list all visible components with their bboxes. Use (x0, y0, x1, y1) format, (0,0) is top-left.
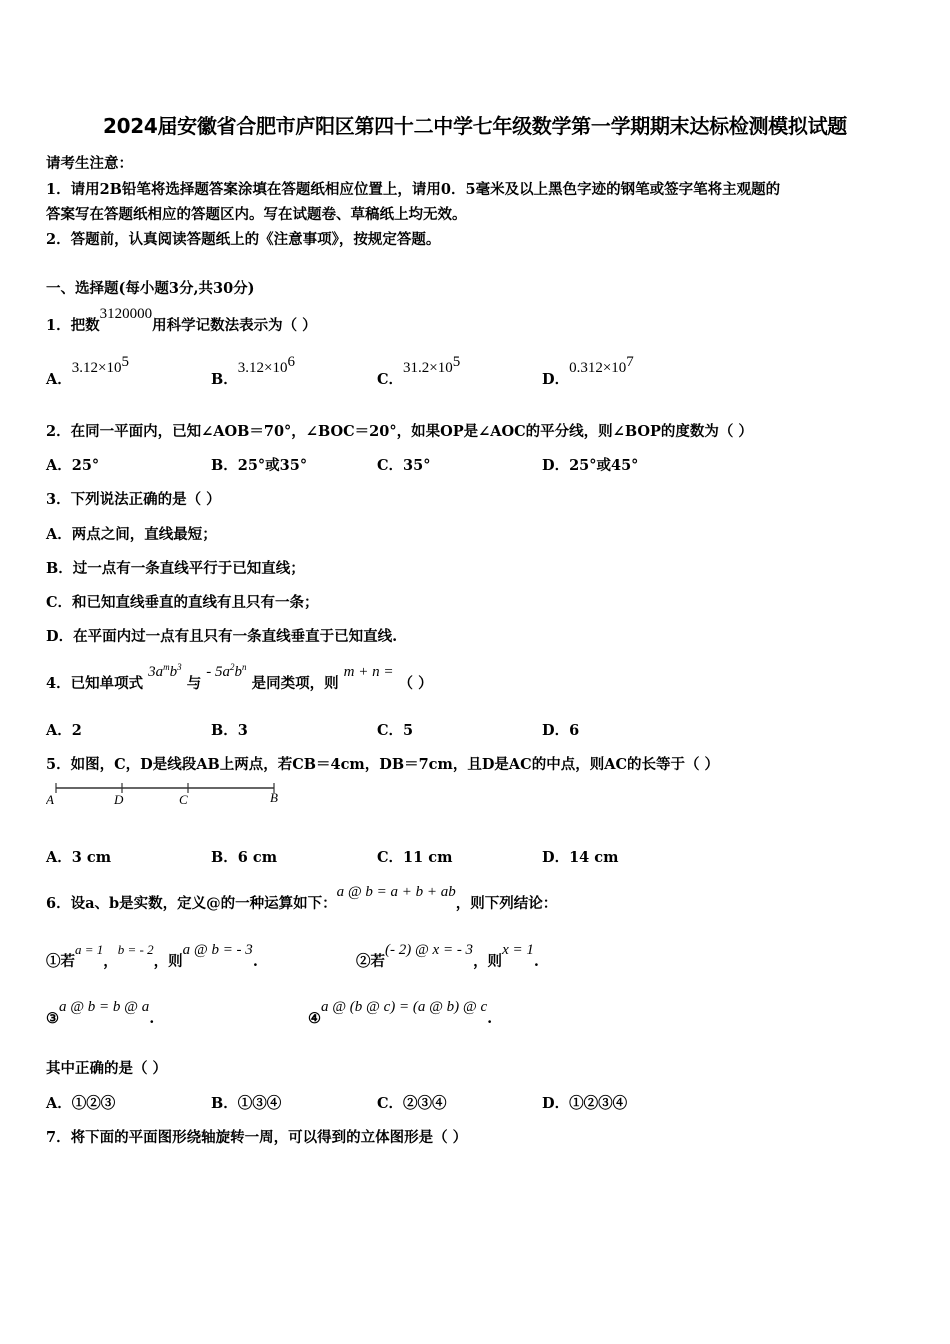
q6-option-d[interactable]: D．①②③④ (542, 1095, 628, 1112)
q4-mid: 与 (186, 675, 202, 692)
q6-statement-3: ③a @ b = b @ a. (46, 999, 155, 1027)
option-exponent: 7 (626, 354, 634, 370)
question-3: 3．下列说法正确的是（ ） (46, 491, 221, 508)
question-1 (46, 306, 317, 335)
option-label: B． (211, 370, 238, 388)
q2-option-a[interactable]: A．25° (46, 457, 100, 474)
term-2-coef: - 5a (206, 664, 231, 680)
term-1-exp-b: 3 (177, 662, 182, 672)
point-a-label: A (46, 792, 54, 807)
statement-expr: a @ (b @ c) = (a @ b) @ c (321, 999, 488, 1015)
option-exponent: 5 (121, 354, 129, 370)
page-title: 2024届安徽省合肥市庐阳区第四十二中学七年级数学第一学期期末达标检测模拟试题 (103, 114, 847, 138)
term-2-exp-a: 2 (230, 662, 235, 672)
q4-suffix: （ ） (398, 675, 433, 692)
option-label: C． (377, 370, 404, 388)
q6-statement-4: ④a @ (b @ c) = (a @ b) @ c. (308, 999, 493, 1027)
question-2: 2．在同一平面内，已知∠AOB＝70°，∠BOC＝20°，如果OP是∠AOC的平分线，则∠BOP的度数为（ ） (46, 423, 753, 440)
statement-cond-b: b = - 2 (117, 942, 154, 957)
term-2-b: b (234, 664, 243, 680)
q5-option-c[interactable]: C．11 cm (377, 849, 453, 866)
q2-option-d[interactable]: D．25°或45° (542, 457, 639, 474)
q6-statement-2: ②若(- 2) @ x = - 3，则x = 1. (356, 942, 539, 970)
term-1-exp-a: m (163, 662, 170, 672)
statement-result: x = 1 (502, 942, 534, 958)
q6-definition: a @ b = a + b + ab (336, 884, 456, 900)
q5-option-d[interactable]: D．14 cm (542, 849, 619, 866)
statement-prefix: ③ (46, 1010, 59, 1027)
notice-heading: 请考生注意： (46, 155, 133, 172)
q1-suffix: 用科学记数法表示为（ ） (152, 317, 317, 334)
statement-then: ，则 (153, 953, 183, 970)
q1-option-d[interactable] (542, 354, 634, 389)
statement-prefix: ④ (308, 1010, 321, 1027)
q1-option-b[interactable] (211, 354, 295, 389)
q6-which: 其中正确的是（ ） (46, 1060, 168, 1077)
question-7: 7．将下面的平面图形绕轴旋转一周，可以得到的立体图形是（ ） (46, 1129, 468, 1146)
statement-cond-a: a = 1 (75, 942, 104, 957)
point-b-label: B (270, 790, 278, 805)
option-value: 0.312×10 (569, 359, 627, 376)
q6-statement-1: ①若a = 1，b = - 2，则a @ b = - 3. (46, 942, 258, 970)
q4-option-b[interactable]: B．3 (211, 722, 248, 739)
term-1-b: b (169, 664, 178, 680)
statement-expr: a @ b = b @ a (59, 999, 150, 1015)
q3-option-b[interactable]: B．过一点有一条直线平行于已知直线； (46, 560, 305, 577)
term-2-exp-b: n (242, 662, 247, 672)
q4-expression: m + n = (343, 664, 394, 680)
question-4 (46, 662, 433, 693)
option-value: 3.12×10 (237, 359, 288, 376)
statement-prefix: ①若 (46, 953, 75, 970)
q1-option-a[interactable] (46, 354, 129, 389)
q4-option-c[interactable]: C．5 (377, 722, 414, 739)
section-heading: 一、选择题(每小题3分,共30分) (46, 280, 255, 297)
q6-suffix: ，则下列结论： (455, 895, 558, 912)
q5-option-a[interactable]: A．3 cm (46, 849, 112, 866)
q1-number: 3120000 (99, 306, 153, 322)
statement-result: a @ b = - 3 (182, 942, 253, 958)
question-5: 5．如图，C，D是线段AB上两点，若CB＝4cm，DB＝7cm，且D是AC的中点，则AC的长等于（ ） (46, 756, 720, 773)
notice-line-2: 答案写在答题纸相应的答题区内。写在试题卷、草稿纸上均无效。 (46, 206, 467, 223)
q6-option-c[interactable]: C．②③④ (377, 1095, 447, 1112)
q6-option-a[interactable]: A．①②③ (46, 1095, 116, 1112)
term-1-coef: 3a (148, 664, 164, 680)
line-segment-figure (46, 780, 286, 810)
q4-term-1 (148, 664, 182, 680)
point-d-label: D (114, 792, 124, 807)
q4-prefix: 4．已知单项式 (46, 675, 144, 692)
option-value: 31.2×10 (403, 359, 453, 376)
q1-prefix: 1．把数 (46, 317, 100, 334)
statement-then: ，则 (473, 953, 503, 970)
option-label: A． (46, 370, 72, 388)
q2-option-b[interactable]: B．25°或35° (211, 457, 308, 474)
q3-option-c[interactable]: C．和已知直线垂直的直线有且只有一条； (46, 594, 319, 611)
notice-line-3: 2．答题前，认真阅读答题纸上的《注意事项》，按规定答题。 (46, 231, 441, 248)
q4-option-a[interactable]: A．2 (46, 722, 82, 739)
q6-prefix: 6．设a、b是实数，定义@的一种运算如下： (46, 895, 337, 912)
statement-prefix: ②若 (356, 953, 385, 970)
q3-option-d[interactable]: D．在平面内过一点有且只有一条直线垂直于已知直线. (46, 628, 398, 645)
q3-option-a[interactable]: A．两点之间，直线最短； (46, 526, 217, 543)
q6-option-b[interactable]: B．①③④ (211, 1095, 282, 1112)
q5-option-b[interactable]: B．6 cm (211, 849, 278, 866)
option-exponent: 6 (287, 354, 295, 370)
option-value: 3.12×10 (71, 359, 122, 376)
notice-line-1: 1．请用2B铅笔将选择题答案涂填在答题纸相应位置上，请用0．5毫米及以上黑色字迹的钢笔或签字笔将主观题的 (46, 181, 781, 198)
question-6 (46, 884, 558, 913)
q4-mid-2: 是同类项，则 (251, 675, 339, 692)
point-c-label: C (179, 792, 188, 807)
option-label: D． (542, 370, 570, 388)
q1-option-c[interactable] (377, 354, 461, 389)
q4-option-d[interactable]: D．6 (542, 722, 580, 739)
q4-term-2 (206, 664, 246, 680)
statement-cond: (- 2) @ x = - 3 (385, 942, 474, 958)
option-exponent: 5 (452, 354, 461, 370)
q2-option-c[interactable]: C．35° (377, 457, 431, 474)
